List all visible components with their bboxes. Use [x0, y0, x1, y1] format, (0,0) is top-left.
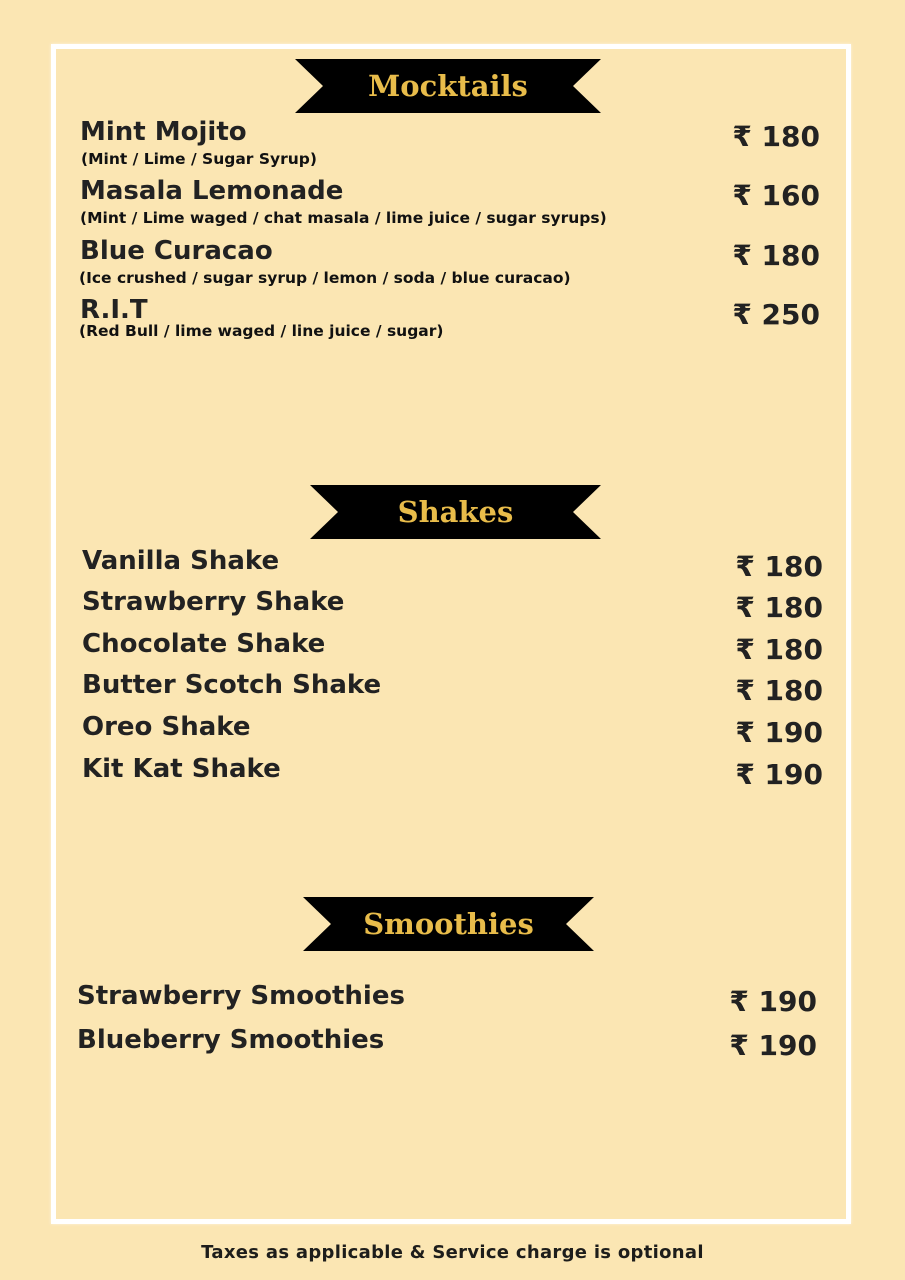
item-name: Strawberry Smoothies: [77, 981, 405, 1011]
item-price: ₹ 180: [732, 120, 820, 153]
item-price: ₹ 190: [729, 1029, 817, 1062]
item-price: ₹ 180: [735, 550, 823, 583]
item-name: Butter Scotch Shake: [82, 670, 382, 700]
item-price: ₹ 180: [735, 633, 823, 666]
section-title: Shakes: [397, 495, 514, 529]
item-price: ₹ 160: [732, 179, 820, 212]
item-name: Blueberry Smoothies: [77, 1025, 385, 1055]
item-name: Masala Lemonade: [80, 176, 344, 206]
item-name: Mint Mojito: [80, 117, 247, 147]
item-price: ₹ 180: [735, 674, 823, 707]
item-name: Blue Curacao: [80, 236, 273, 266]
item-price: ₹ 180: [732, 239, 820, 272]
item-name: Kit Kat Shake: [82, 754, 281, 784]
item-price: ₹ 190: [729, 985, 817, 1018]
item-description: (Red Bull / lime waged / line juice / sugar): [79, 322, 444, 340]
item-name: Chocolate Shake: [82, 629, 326, 659]
footer-note: Taxes as applicable & Service charge is optional: [201, 1242, 704, 1263]
item-description: (Mint / Lime waged / chat masala / lime juice / sugar syrups): [80, 209, 607, 227]
item-description: (Mint / Lime / Sugar Syrup): [81, 150, 317, 168]
item-price: ₹ 250: [732, 298, 820, 331]
section-title: Mocktails: [368, 69, 528, 103]
item-name: Vanilla Shake: [82, 546, 280, 576]
item-price: ₹ 190: [735, 716, 823, 749]
item-name: R.I.T: [80, 295, 148, 325]
item-price: ₹ 190: [735, 758, 823, 791]
item-description: (Ice crushed / sugar syrup / lemon / soda / blue curacao): [79, 269, 571, 287]
section-title: Smoothies: [363, 907, 534, 941]
item-name: Strawberry Shake: [82, 587, 345, 617]
section-banner-mocktails: [295, 59, 601, 113]
section-banner-shakes: [310, 485, 601, 539]
item-name: Oreo Shake: [82, 712, 251, 742]
section-banner-smoothies: [303, 897, 594, 951]
item-price: ₹ 180: [735, 591, 823, 624]
